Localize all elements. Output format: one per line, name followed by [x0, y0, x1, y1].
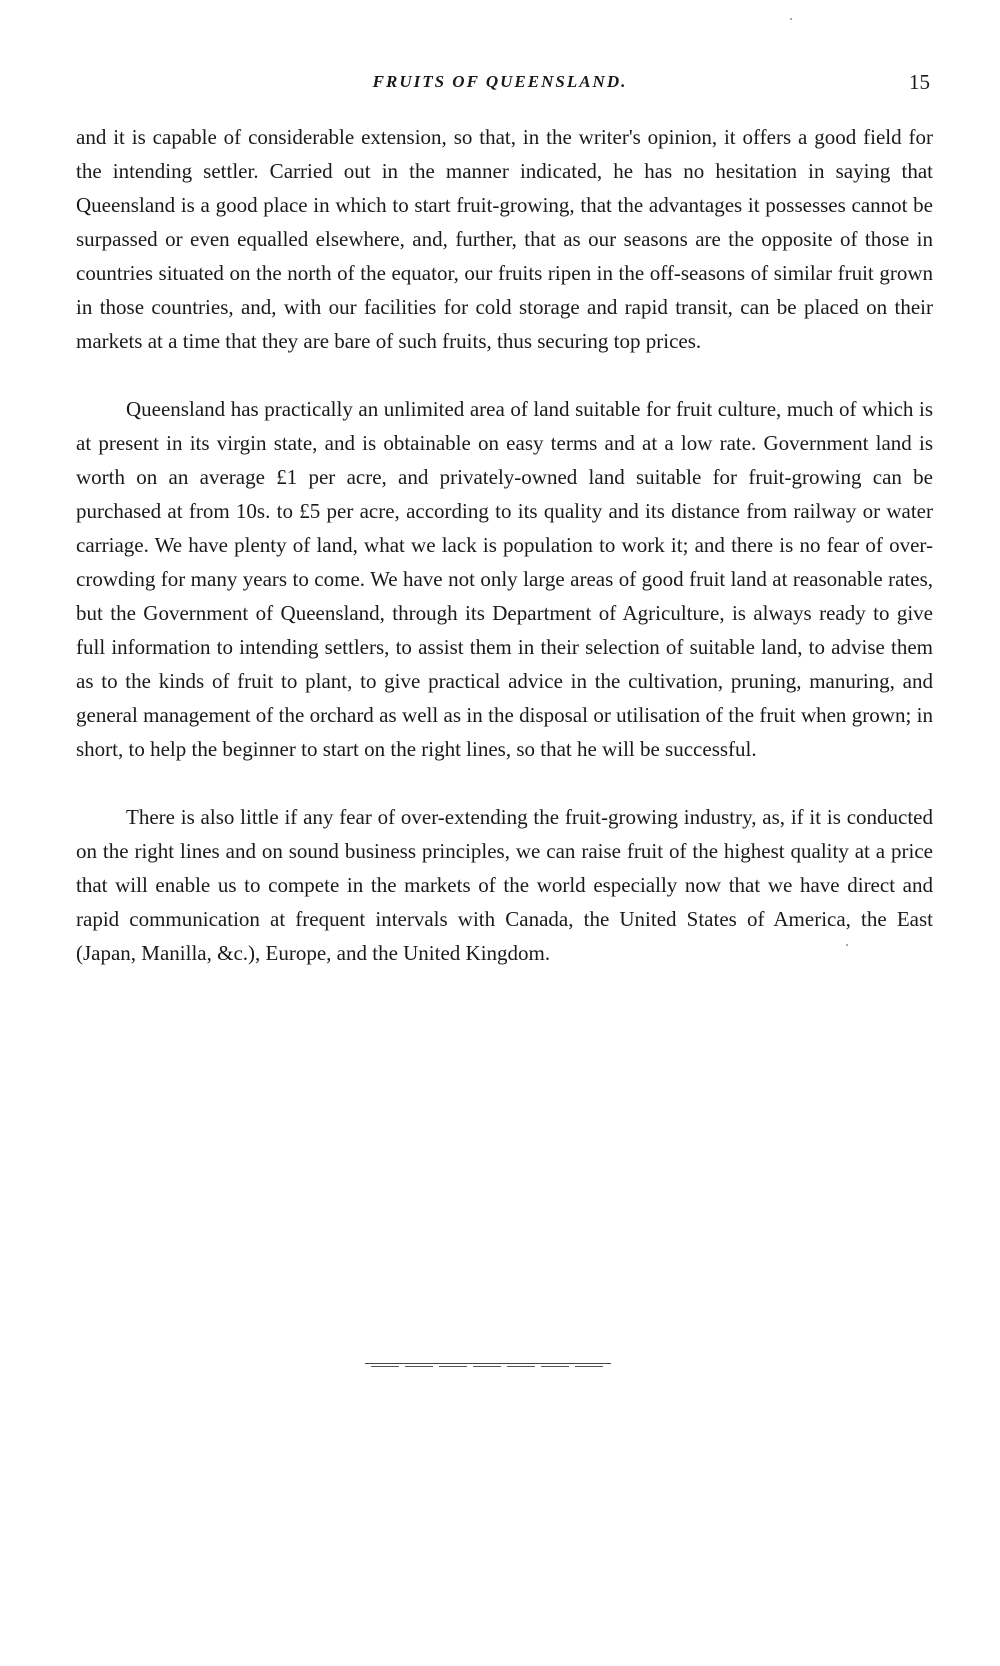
paragraph-industry: There is also little if any fear of over-extending the fruit-growing industry, as, if it is conducted on the right lines and on sound business principles, we can raise fruit of the highest quality at a price that will enable us to compete in the markets of the world especially now that we have direct and rapid communication at frequent intervals with Canada, the United States of America, the East (Japan, Manilla, &c.), Europe, and the United Kingdom. — [76, 805, 933, 965]
paragraph-continued: and it is capable of considerable extension, so that, in the writer's opinion, it offers a good field for the intending settler. Carried out in the manner indicated, he has no hesitation in saying that Queensland is a good place in which to start fruit-growing, that the advantages it possesses cannot be surpassed or even equalled elsewhere, and, further, that as our seasons are the opposite of those in countries situated on the north of the equator, our fruits ripen in the off-seasons of similar fruit grown in those countries, and, with our facilities for cold storage and rapid transit, can be placed on their markets at a time that they are bare of such fruits, thus securing top prices. — [76, 125, 933, 353]
paragraph-land: Queensland has practically an unlimited area of land suitable for fruit culture, much of which is at present in its virgin state, and is obtainable on easy terms and at a low rate. Government land is worth on an average £1 per acre, and privately-owned land suitable for fruit-growing can be purchased at from 10s. to £5 per acre, according to its quality and its distance from railway or water carriage. We have plenty of land, what we lack is population to work it; and there is no fear of over-crowding for many years to come. We have not only large areas of good fruit land at reasonable rates, but the Government of Queensland, through its Department of Agriculture, is always ready to give full information to intending settlers, to assist them in their selection of suitable land, to advise them as to the kinds of fruit to plant, to give practical advice in the cultivation, pruning, manuring, and general management of the orchard as well as in the disposal or utilisation of the fruit when grown; in short, to help the beginner to start on the right lines, so that he will be successful. — [76, 397, 933, 761]
section-end-rule — [365, 1363, 611, 1367]
page-speck — [790, 18, 792, 20]
page-number: 15 — [909, 70, 930, 94]
running-title: FRUITS OF QUEENSLAND. — [372, 72, 628, 91]
body-text — [76, 120, 933, 1004]
running-head — [0, 70, 1000, 100]
